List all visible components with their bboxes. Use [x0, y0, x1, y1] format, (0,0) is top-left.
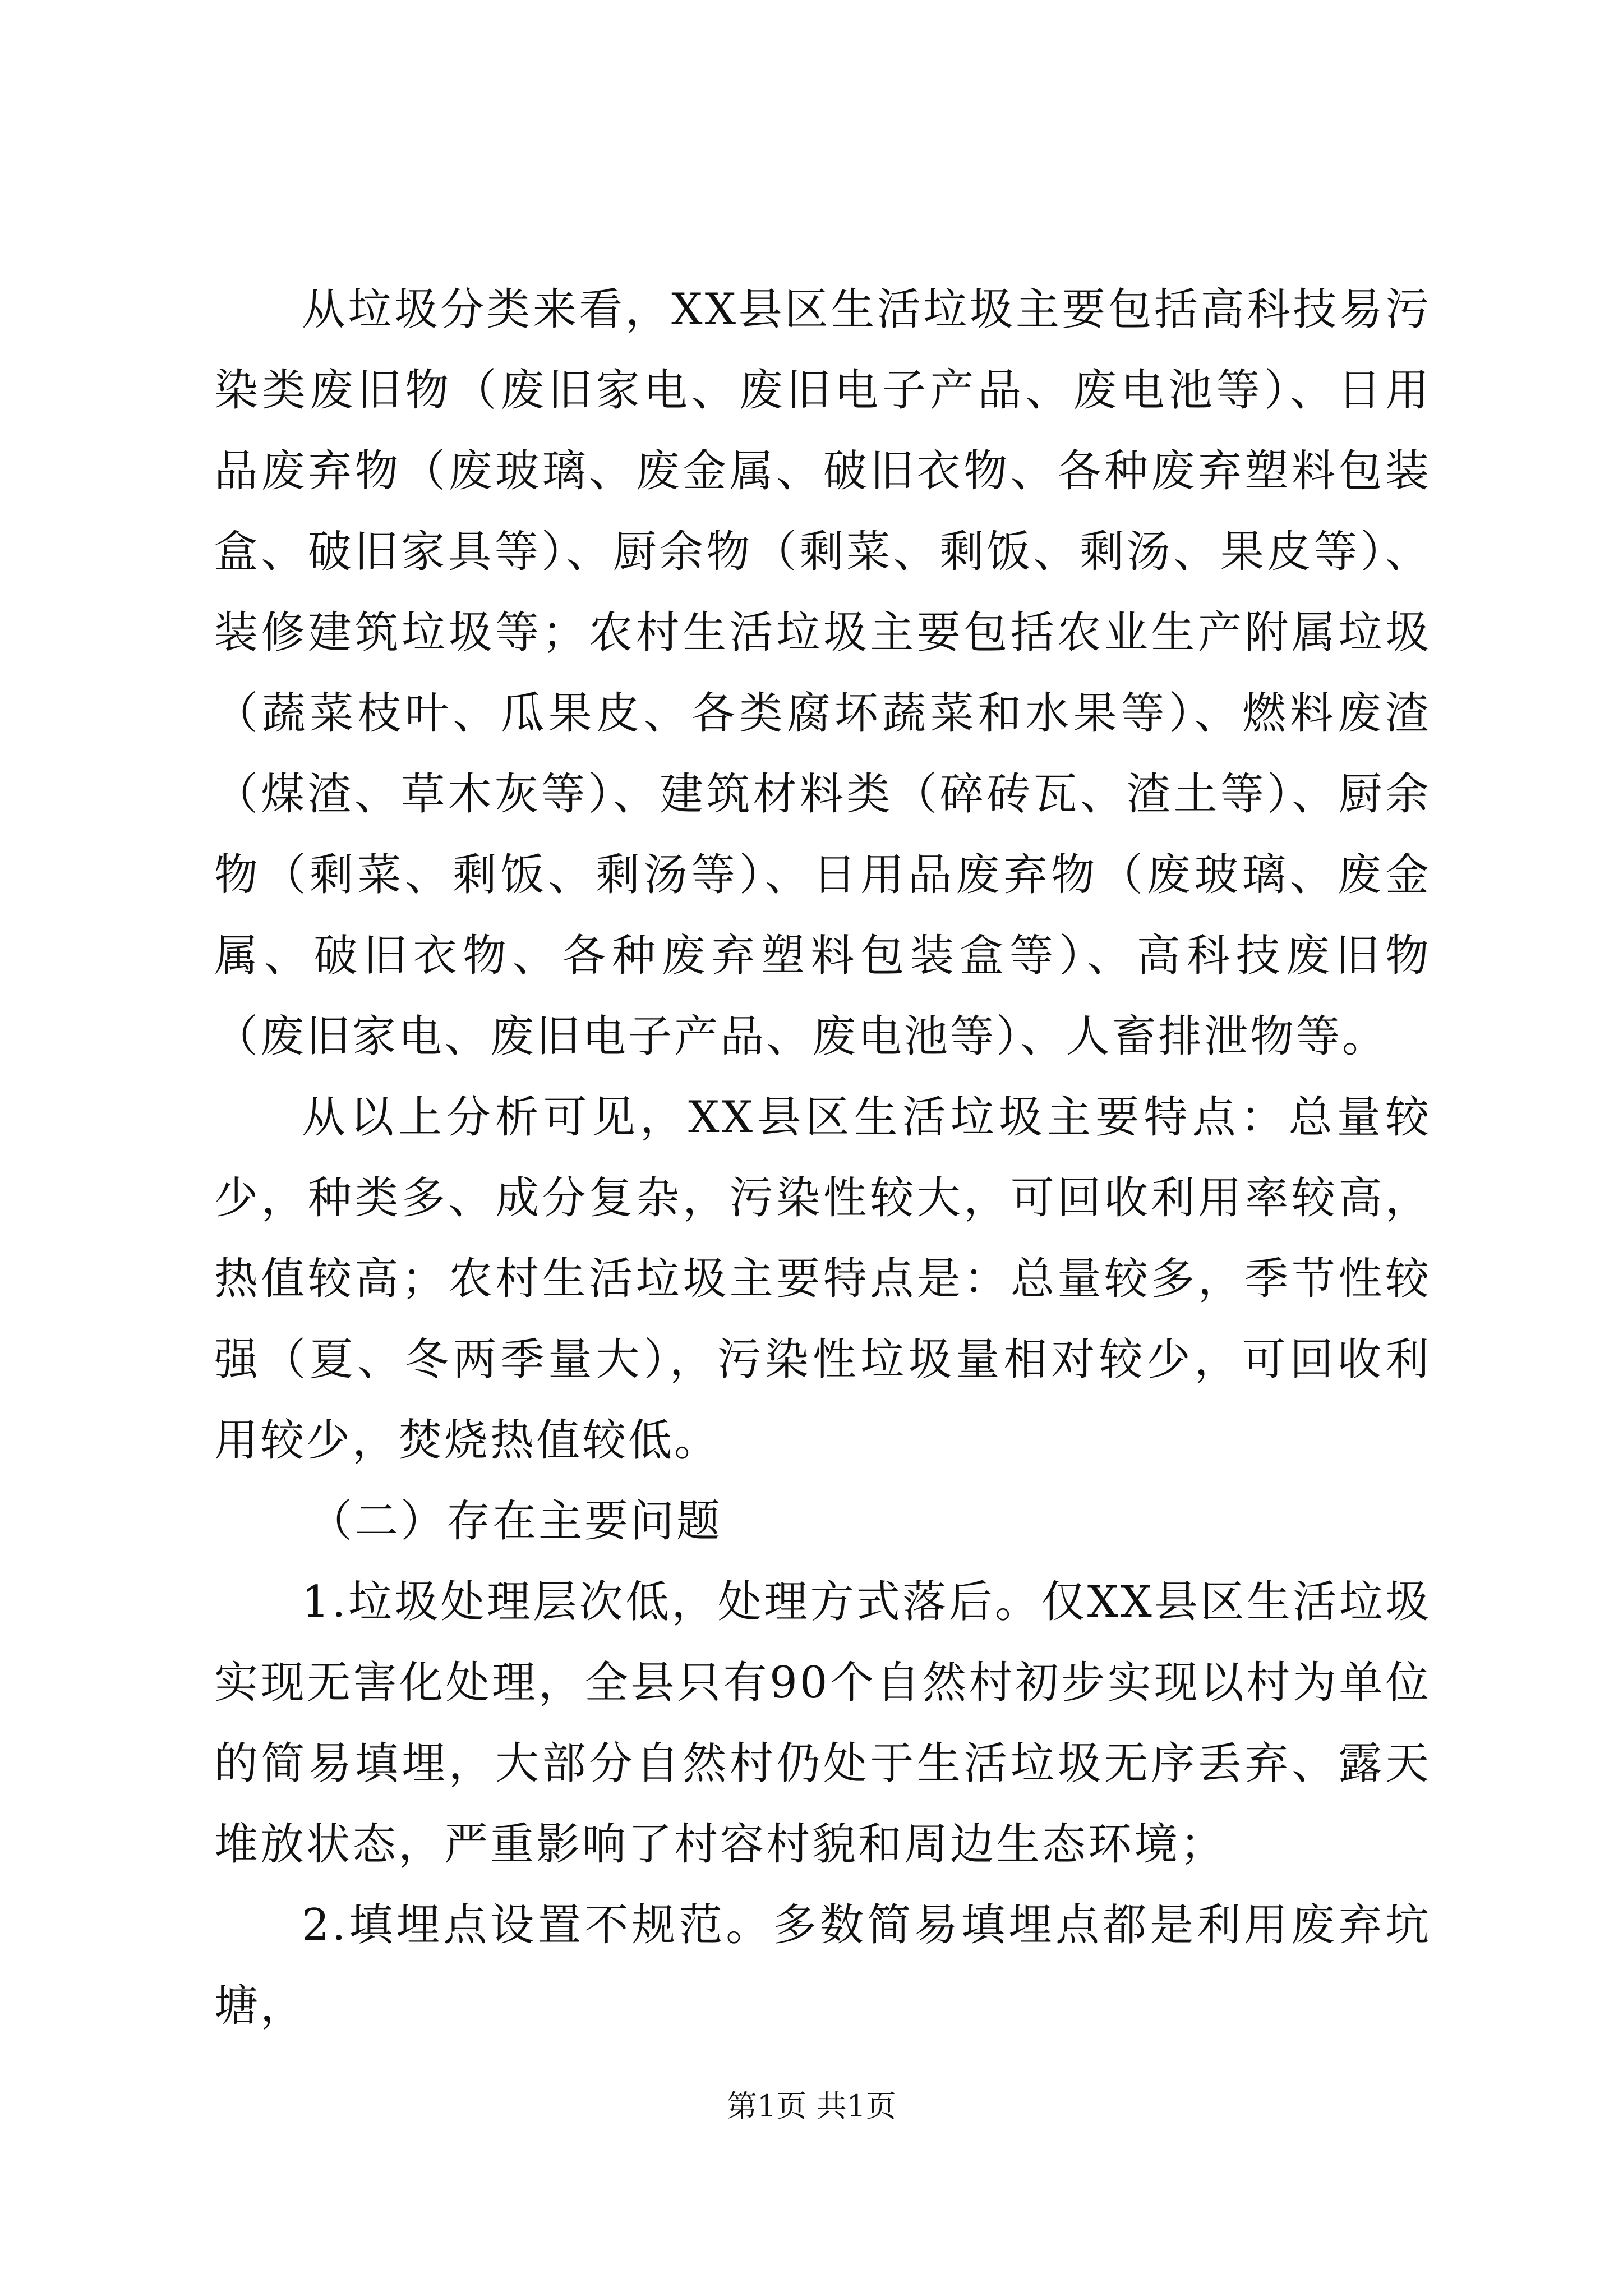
- paragraph-waste-characteristics: 从以上分析可见，XX县区生活垃圾主要特点：总量较少，种类多、成分复杂，污染性较大，可回收利用率较高，热值较高；农村生活垃圾主要特点是：总量较多，季节性较强（夏、冬两季量大），污染性垃圾量相对较少，可回收利用较少，焚烧热值较低。: [214, 1092, 1431, 1466]
- page-footer: 第1页 共1页: [727, 2088, 896, 2124]
- section-heading-main-problems: （二）存在主要问题: [308, 1496, 723, 1547]
- paragraph-problem-2: 2.填埋点设置不规范。多数简易填埋点都是利用废弃坑塘，: [214, 1900, 1431, 2031]
- document-body: [214, 269, 1431, 2046]
- paragraph-waste-classification: 从垃圾分类来看，XX县区生活垃圾主要包括高科技易污染类废旧物（废旧家电、废旧电子产品、废电池等）、日用品废弃物（废玻璃、废金属、破旧衣物、各种废弃塑料包装盒、破旧家具等）、厨余物（剩菜、剩饭、剩汤、果皮等）、装修建筑垃圾等；农村生活垃圾主要包括农业生产附属垃圾（蔬菜枝叶、瓜果皮、各类腐坏蔬菜和水果等）、燃料废渣（煤渣、草木灰等）、建筑材料类（碎砖瓦、渣土等）、厨余物（剩菜、剩饭、剩汤等）、日用品废弃物（废玻璃、废金属、破旧衣物、各种废弃塑料包装盒等）、高科技废旧物（废旧家电、废旧电子产品、废电池等）、人畜排泄物等。: [214, 284, 1431, 1062]
- paragraph-problem-1: 1.垃圾处理层次低，处理方式落后。仅XX县区生活垃圾实现无害化处理，全县只有90个自然村初步实现以村为单位的简易填埋，大部分自然村仍处于生活垃圾无序丢弃、露天堆放状态，严重影响了村容村貌和周边生态环境；: [214, 1577, 1431, 1870]
